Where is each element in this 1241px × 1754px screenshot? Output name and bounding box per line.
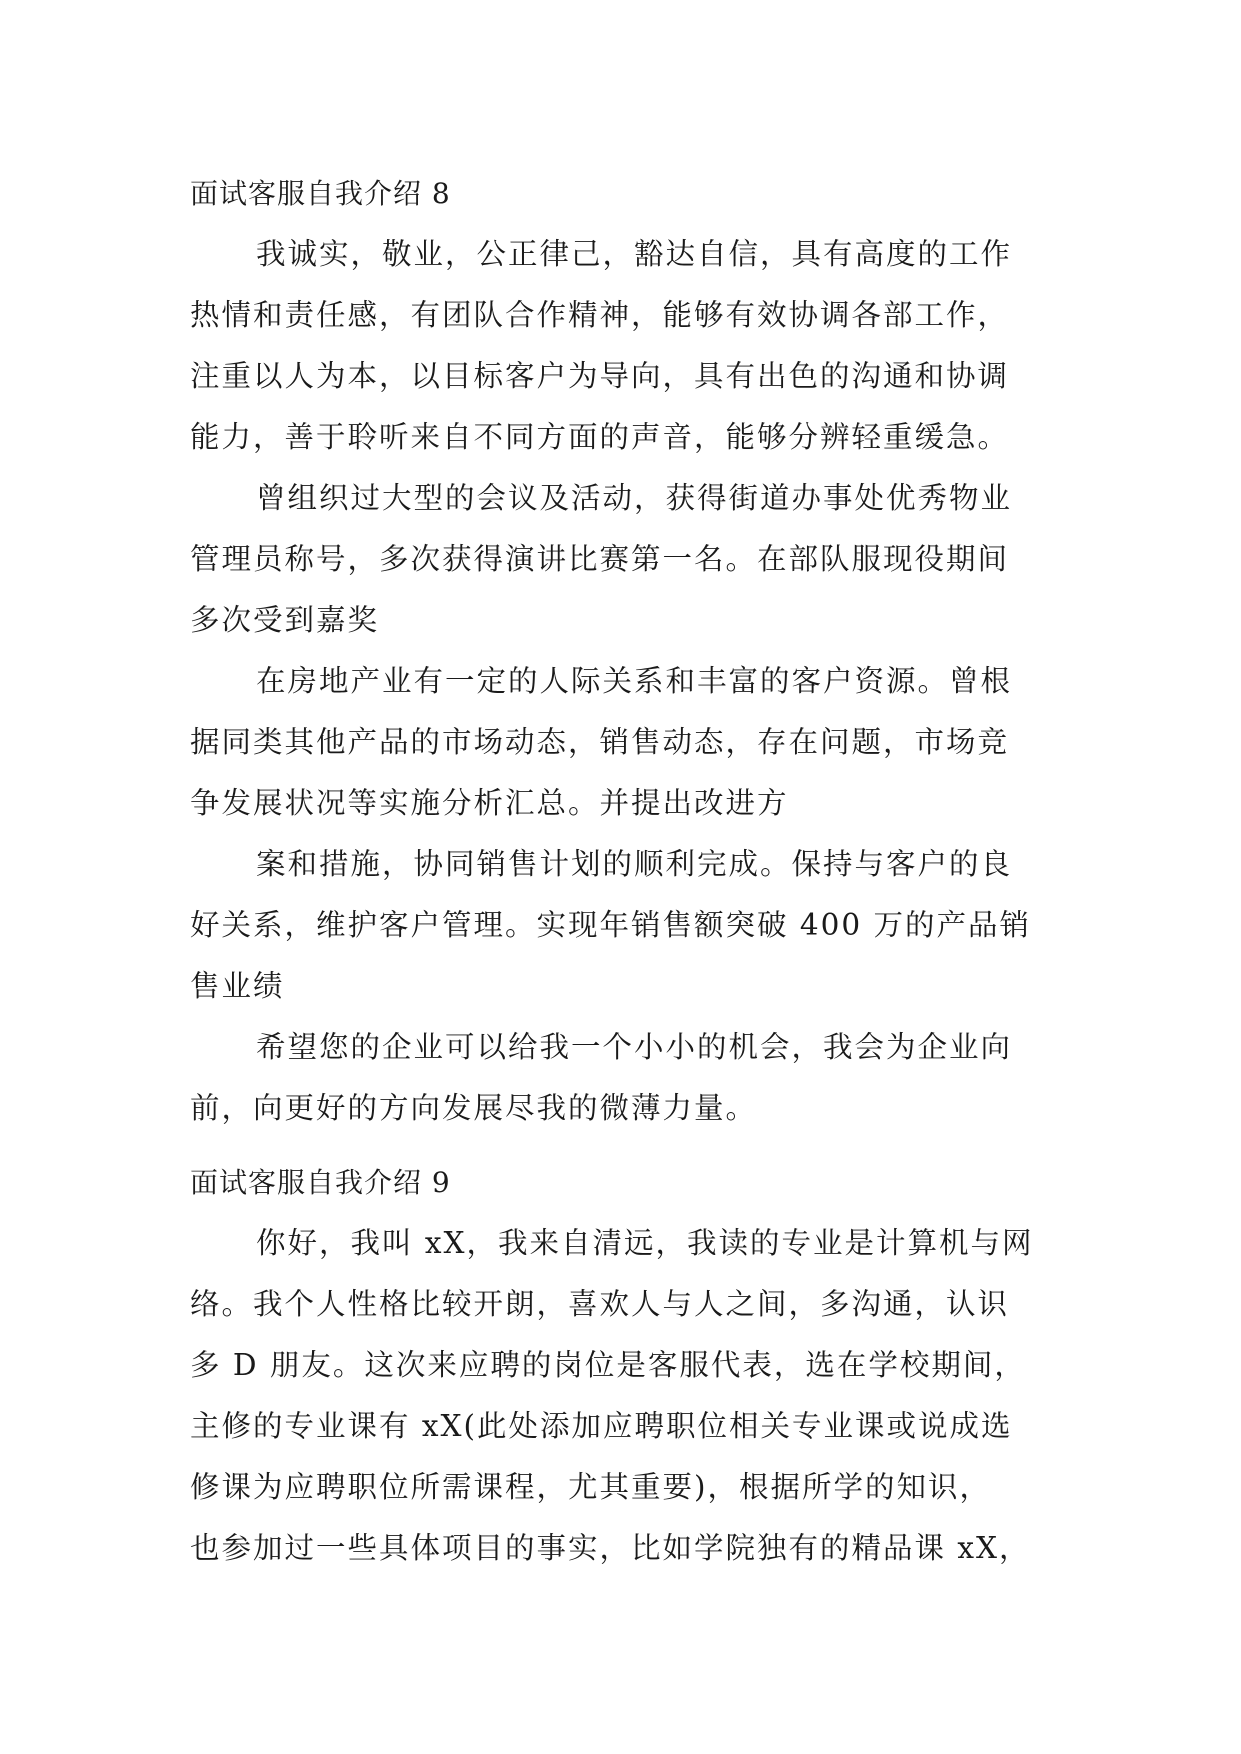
text-line: 多 D 朋友。这次来应聘的岗位是客服代表，选在学校期间， bbox=[190, 1348, 1026, 1382]
intro-section-9 bbox=[190, 1153, 1060, 1579]
paragraph bbox=[190, 651, 1060, 834]
section-heading: 面试客服自我介绍 9 bbox=[190, 1166, 451, 1199]
text-line: 络。我个人性格比较开朗，喜欢人与人之间，多沟通，认识 bbox=[190, 1287, 1010, 1321]
text-line: 好关系，维护客户管理。实现年销售额突破 400 万的产品销 bbox=[190, 908, 1032, 942]
text-line: 在房地产业有一定的人际关系和丰富的客户资源。曾根 bbox=[256, 664, 1013, 698]
paragraph bbox=[190, 1017, 1060, 1139]
text-line: 前，向更好的方向发展尽我的微薄力量。 bbox=[190, 1091, 758, 1125]
paragraph bbox=[190, 224, 1060, 468]
intro-section-8 bbox=[190, 164, 1060, 1139]
paragraph bbox=[190, 468, 1060, 651]
text-line: 能力，善于聆听来自不同方面的声音，能够分辨轻重缓急。 bbox=[190, 420, 1010, 454]
text-line: 热情和责任感，有团队合作精神，能够有效协调各部工作， bbox=[190, 298, 1010, 332]
text-line: 注重以人为本，以目标客户为导向，具有出色的沟通和协调 bbox=[190, 359, 1010, 393]
text-line: 希望您的企业可以给我一个小小的机会，我会为企业向 bbox=[256, 1030, 1013, 1064]
text-line: 主修的专业课有 xX(此处添加应聘职位相关专业课或说成选 bbox=[190, 1409, 1013, 1443]
text-line: 也参加过一些具体项目的事实，比如学院独有的精品课 xX， bbox=[190, 1531, 1031, 1565]
text-line: 我诚实，敬业，公正律己，豁达自信，具有高度的工作 bbox=[256, 237, 1013, 271]
text-line: 多次受到嘉奖 bbox=[190, 603, 380, 637]
text-line: 据同类其他产品的市场动态，销售动态，存在问题，市场竞 bbox=[190, 725, 1010, 759]
section-heading: 面试客服自我介绍 8 bbox=[190, 177, 451, 210]
text-line: 修课为应聘职位所需课程，尤其重要)，根据所学的知识， bbox=[190, 1470, 992, 1504]
text-line: 曾组织过大型的会议及活动，获得街道办事处优秀物业 bbox=[256, 481, 1013, 515]
text-line: 你好，我叫 xX，我来自清远，我读的专业是计算机与网 bbox=[256, 1226, 1034, 1260]
paragraph bbox=[190, 1213, 1060, 1579]
text-line: 售业绩 bbox=[190, 969, 285, 1003]
text-line: 管理员称号，多次获得演讲比赛第一名。在部队服现役期间 bbox=[190, 542, 1010, 576]
text-line: 争发展状况等实施分析汇总。并提出改进方 bbox=[190, 786, 789, 820]
text-line: 案和措施，协同销售计划的顺利完成。保持与客户的良 bbox=[256, 847, 1013, 881]
paragraph bbox=[190, 834, 1060, 1017]
